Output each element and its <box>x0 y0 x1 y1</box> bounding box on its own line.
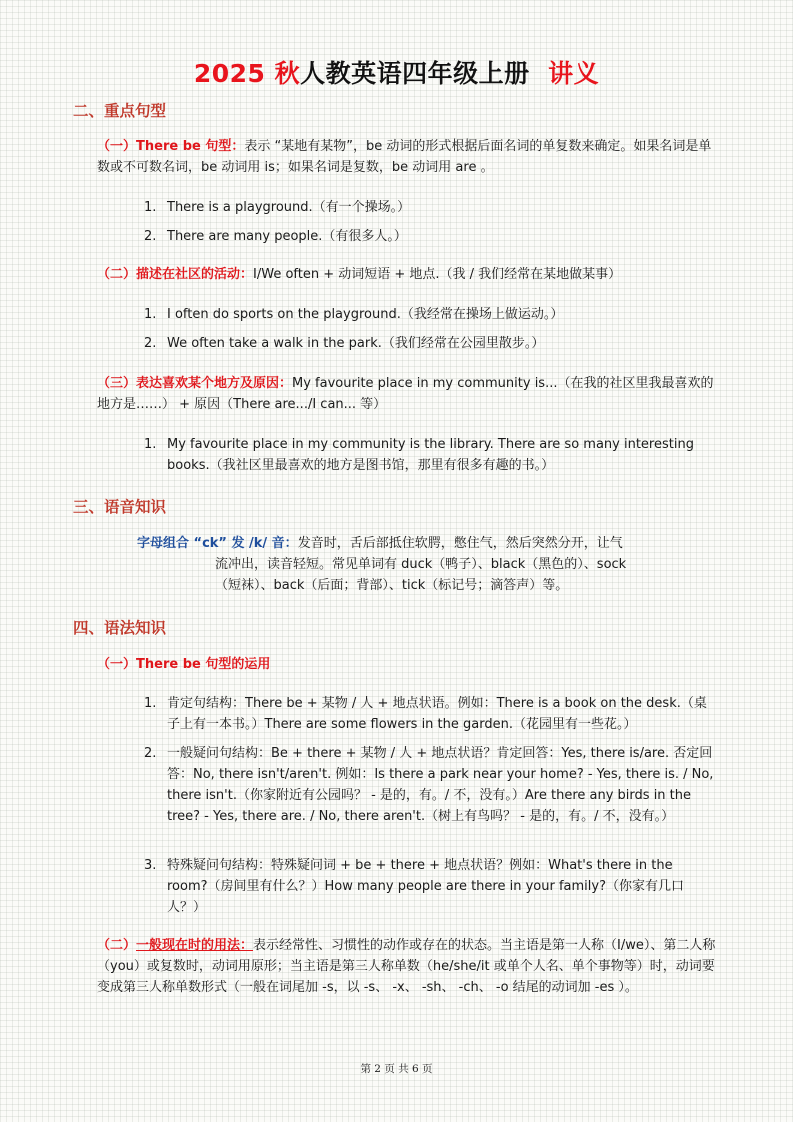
item-text: There is a playground.（有一个操场。） <box>167 200 411 215</box>
sub-text: I/We often + 动词短语 + 地点.（我 / 我们经常在某地做某事） <box>253 267 622 282</box>
item-number: 2. <box>144 746 157 761</box>
phonics-label: 字母组合 “ck” 发 /k/ 音： <box>137 536 298 551</box>
phonics-line-2: 流冲出，读音轻短。常见单词有 duck（鸭子）、black（黑色的）、sock <box>215 557 627 572</box>
title-main: 人教英语四年级上册 <box>300 59 530 88</box>
list-item <box>144 855 716 918</box>
phonics-line-3: （短袜）、back（后面；背部）、tick（标记号；滴答声）等。 <box>215 578 569 593</box>
section-heading-key-sentences: 二、重点句型 <box>73 102 167 120</box>
phonics-paragraph <box>137 533 717 596</box>
phonics-line-1: 发音时，舌后部抵住软腭，憋住气，然后突然分开，让气 <box>297 536 623 551</box>
sub-label: （三）表达喜欢某个地方及原因： <box>97 376 293 391</box>
item-number: 1. <box>144 696 157 711</box>
sub-community-activities <box>97 264 717 285</box>
section-heading-grammar: 四、语法知识 <box>73 619 167 637</box>
item-text: There are many people.（有很多人。） <box>167 229 407 244</box>
sub-label: （二）描述在社区的活动： <box>97 267 254 282</box>
sub-label: （一）There be 句型的运用 <box>97 657 271 672</box>
item-number: 2. <box>144 336 157 351</box>
sub-there-be-usage <box>97 654 717 675</box>
sub-present-simple <box>97 935 717 998</box>
item-number: 3. <box>144 858 157 873</box>
item-number: 1. <box>144 307 157 322</box>
section-heading-phonics: 三、语音知识 <box>73 498 167 516</box>
list-item <box>144 304 716 325</box>
item-text: My favourite place in my community is the library. There are so many interesting books.（我社区里最喜欢的地方是图书馆，那里有很多有趣的书。） <box>167 437 694 473</box>
list-item <box>144 226 716 247</box>
item-text: 特殊疑问句结构：特殊疑问词 + be + there + 地点状语？例如：What's there in the room?（房间里有什么？）How many people are there in your family?（你家有几口人？） <box>167 858 684 915</box>
list-item <box>144 434 716 476</box>
sub-label: 一般现在时的用法： <box>136 938 254 953</box>
page-title <box>0 54 793 90</box>
sub-text: 表示经常性、习惯性的动作或存在的状态。当主语是第一人称（I/we）、第二人称（you）或复数时，动词用原形；当主语是第三人称单数（he/she/it 或单个人名、单个事物等）时，动词要变成第三人称单数形式（一般在词尾加 -s，以 -s、 -x、 -sh、 -ch、 -o 结尾的动词加 -es ）。 <box>97 938 716 995</box>
list-item <box>144 693 716 735</box>
title-year: 2025 秋 <box>193 59 301 88</box>
sub-favourite-place <box>97 373 717 415</box>
page-footer: 第 2 页 共 6 页 <box>360 1063 433 1075</box>
item-text: 肯定句结构：There be + 某物 / 人 + 地点状语。例如：There is a book on the desk.（桌子上有一本书。）There are some flowers in the garden.（花园里有一些花。） <box>167 696 707 732</box>
sub-text: My favourite place in my community is...（在我的社区里我最喜欢的地方是……） + 原因（There are.../I can... 等） <box>97 376 714 412</box>
list-item <box>144 333 716 354</box>
list-item <box>144 743 716 827</box>
sub-label: （一）There be 句型： <box>97 139 245 154</box>
item-number: 1. <box>144 437 157 452</box>
list-item <box>144 197 716 218</box>
sub-there-be <box>97 136 717 178</box>
title-suffix: 讲义 <box>548 59 600 88</box>
sub-text: 表示 “某地有某物”，be 动词的形式根据后面名词的单复数来确定。如果名词是单数或不可数名词，be 动词用 is；如果名词是复数，be 动词用 are 。 <box>97 139 712 175</box>
item-number: 1. <box>144 200 157 215</box>
sub-label-prefix: （二） <box>97 938 137 953</box>
item-text: 一般疑问句结构：Be + there + 某物 / 人 + 地点状语？肯定回答：Yes, there is/are. 否定回答：No, there isn't/aren't. 例如：Is there a park near your home? - Yes, there is. / No, there isn't.（你家附近有公园吗？ - 是的，有。/ 不，没有。）Are there any birds in the tree? - Yes, there are. / No, there aren't.（树上有鸟吗？ - 是的，有。/ 不，没有。） <box>167 746 714 824</box>
item-text: I often do sports on the playground.（我经常在操场上做运动。） <box>167 307 564 322</box>
item-number: 2. <box>144 229 157 244</box>
item-text: We often take a walk in the park.（我们经常在公园里散步。） <box>167 336 545 351</box>
